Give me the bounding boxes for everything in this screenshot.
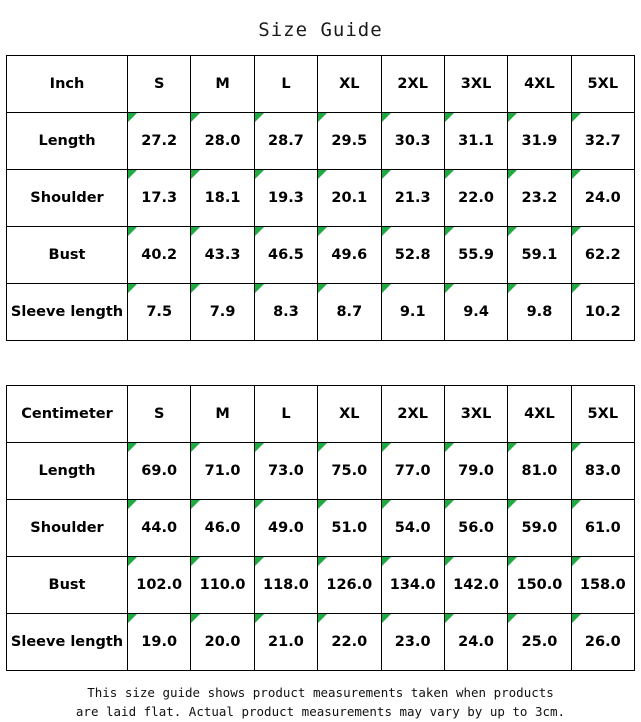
- cell-length-2xl: 77.0: [381, 443, 444, 500]
- cell-length-4xl: 31.9: [508, 113, 571, 170]
- cell-length-s: 27.2: [128, 113, 191, 170]
- size-header-s: S: [128, 386, 191, 443]
- row-label-shoulder: Shoulder: [7, 500, 128, 557]
- cell-bust-2xl: 52.8: [381, 227, 444, 284]
- cell-sleeve-s: 19.0: [128, 614, 191, 671]
- table-spacer: [0, 341, 641, 385]
- cell-length-3xl: 31.1: [444, 113, 507, 170]
- cell-bust-3xl: 55.9: [444, 227, 507, 284]
- cell-sleeve-4xl: 9.8: [508, 284, 571, 341]
- page-title: Size Guide: [258, 19, 383, 41]
- cell-sleeve-xl: 22.0: [318, 614, 381, 671]
- size-header-4xl: 4XL: [508, 56, 571, 113]
- size-header-l: L: [254, 386, 317, 443]
- cell-shoulder-3xl: 22.0: [444, 170, 507, 227]
- cell-length-l: 73.0: [254, 443, 317, 500]
- cell-bust-s: 40.2: [128, 227, 191, 284]
- cell-sleeve-5xl: 26.0: [571, 614, 634, 671]
- cell-length-m: 71.0: [191, 443, 254, 500]
- size-header-3xl: 3XL: [444, 386, 507, 443]
- cell-sleeve-3xl: 9.4: [444, 284, 507, 341]
- cell-shoulder-5xl: 24.0: [571, 170, 634, 227]
- cell-bust-m: 43.3: [191, 227, 254, 284]
- cell-shoulder-l: 49.0: [254, 500, 317, 557]
- cell-sleeve-l: 8.3: [254, 284, 317, 341]
- table-header-row: [7, 56, 635, 113]
- size-header-5xl: 5XL: [571, 386, 634, 443]
- cell-sleeve-s: 7.5: [128, 284, 191, 341]
- size-header-4xl: 4XL: [508, 386, 571, 443]
- cell-bust-5xl: 62.2: [571, 227, 634, 284]
- size-header-xl: XL: [318, 56, 381, 113]
- cell-shoulder-4xl: 59.0: [508, 500, 571, 557]
- cell-sleeve-m: 7.9: [191, 284, 254, 341]
- cell-shoulder-2xl: 54.0: [381, 500, 444, 557]
- cell-bust-s: 102.0: [128, 557, 191, 614]
- row-label-length: Length: [7, 443, 128, 500]
- cell-shoulder-5xl: 61.0: [571, 500, 634, 557]
- cell-length-2xl: 30.3: [381, 113, 444, 170]
- table-row: [7, 443, 635, 500]
- cell-bust-xl: 49.6: [318, 227, 381, 284]
- cell-shoulder-xl: 51.0: [318, 500, 381, 557]
- size-header-l: L: [254, 56, 317, 113]
- cell-shoulder-s: 17.3: [128, 170, 191, 227]
- row-label-shoulder: Shoulder: [7, 170, 128, 227]
- row-label-length: Length: [7, 113, 128, 170]
- cell-length-3xl: 79.0: [444, 443, 507, 500]
- row-label-bust: Bust: [7, 557, 128, 614]
- table-row: [7, 113, 635, 170]
- cell-bust-l: 118.0: [254, 557, 317, 614]
- table-row: [7, 170, 635, 227]
- cell-shoulder-m: 46.0: [191, 500, 254, 557]
- footnote: [0, 671, 641, 722]
- cell-bust-4xl: 150.0: [508, 557, 571, 614]
- table-row: [7, 227, 635, 284]
- size-header-s: S: [128, 56, 191, 113]
- cell-sleeve-m: 20.0: [191, 614, 254, 671]
- cell-bust-4xl: 59.1: [508, 227, 571, 284]
- row-label-sleeve-length: Sleeve length: [7, 284, 128, 341]
- unit-label-inch: Inch: [7, 56, 128, 113]
- size-header-2xl: 2XL: [381, 386, 444, 443]
- size-header-5xl: 5XL: [571, 56, 634, 113]
- cell-length-5xl: 83.0: [571, 443, 634, 500]
- cell-length-xl: 29.5: [318, 113, 381, 170]
- cell-length-5xl: 32.7: [571, 113, 634, 170]
- cell-length-l: 28.7: [254, 113, 317, 170]
- size-header-2xl: 2XL: [381, 56, 444, 113]
- cell-shoulder-xl: 20.1: [318, 170, 381, 227]
- cell-length-m: 28.0: [191, 113, 254, 170]
- cell-sleeve-5xl: 10.2: [571, 284, 634, 341]
- size-header-3xl: 3XL: [444, 56, 507, 113]
- cell-sleeve-l: 21.0: [254, 614, 317, 671]
- cell-bust-2xl: 134.0: [381, 557, 444, 614]
- cell-sleeve-xl: 8.7: [318, 284, 381, 341]
- footnote-line-2: are laid flat. Actual product measurements may vary by up to 3cm.: [75, 703, 566, 719]
- cell-bust-xl: 126.0: [318, 557, 381, 614]
- size-header-m: M: [191, 386, 254, 443]
- footnote-line-1: This size guide shows product measurements taken when products: [87, 685, 554, 700]
- size-header-xl: XL: [318, 386, 381, 443]
- cell-sleeve-2xl: 9.1: [381, 284, 444, 341]
- cell-shoulder-2xl: 21.3: [381, 170, 444, 227]
- cell-bust-3xl: 142.0: [444, 557, 507, 614]
- size-header-m: M: [191, 56, 254, 113]
- cell-length-xl: 75.0: [318, 443, 381, 500]
- cell-shoulder-4xl: 23.2: [508, 170, 571, 227]
- cell-sleeve-4xl: 25.0: [508, 614, 571, 671]
- cell-sleeve-3xl: 24.0: [444, 614, 507, 671]
- cell-shoulder-s: 44.0: [128, 500, 191, 557]
- cell-length-s: 69.0: [128, 443, 191, 500]
- cell-length-4xl: 81.0: [508, 443, 571, 500]
- table-row: [7, 614, 635, 671]
- table-header-row: [7, 386, 635, 443]
- cell-sleeve-2xl: 23.0: [381, 614, 444, 671]
- size-table-centimeter: [6, 385, 635, 671]
- cell-shoulder-3xl: 56.0: [444, 500, 507, 557]
- cell-bust-m: 110.0: [191, 557, 254, 614]
- row-label-sleeve-length: Sleeve length: [7, 614, 128, 671]
- table-row: [7, 500, 635, 557]
- cell-bust-5xl: 158.0: [571, 557, 634, 614]
- cell-bust-l: 46.5: [254, 227, 317, 284]
- size-table-inch: [6, 55, 635, 341]
- unit-label-centimeter: Centimeter: [7, 386, 128, 443]
- cell-shoulder-m: 18.1: [191, 170, 254, 227]
- table-row: [7, 557, 635, 614]
- table-row: [7, 284, 635, 341]
- row-label-bust: Bust: [7, 227, 128, 284]
- cell-shoulder-l: 19.3: [254, 170, 317, 227]
